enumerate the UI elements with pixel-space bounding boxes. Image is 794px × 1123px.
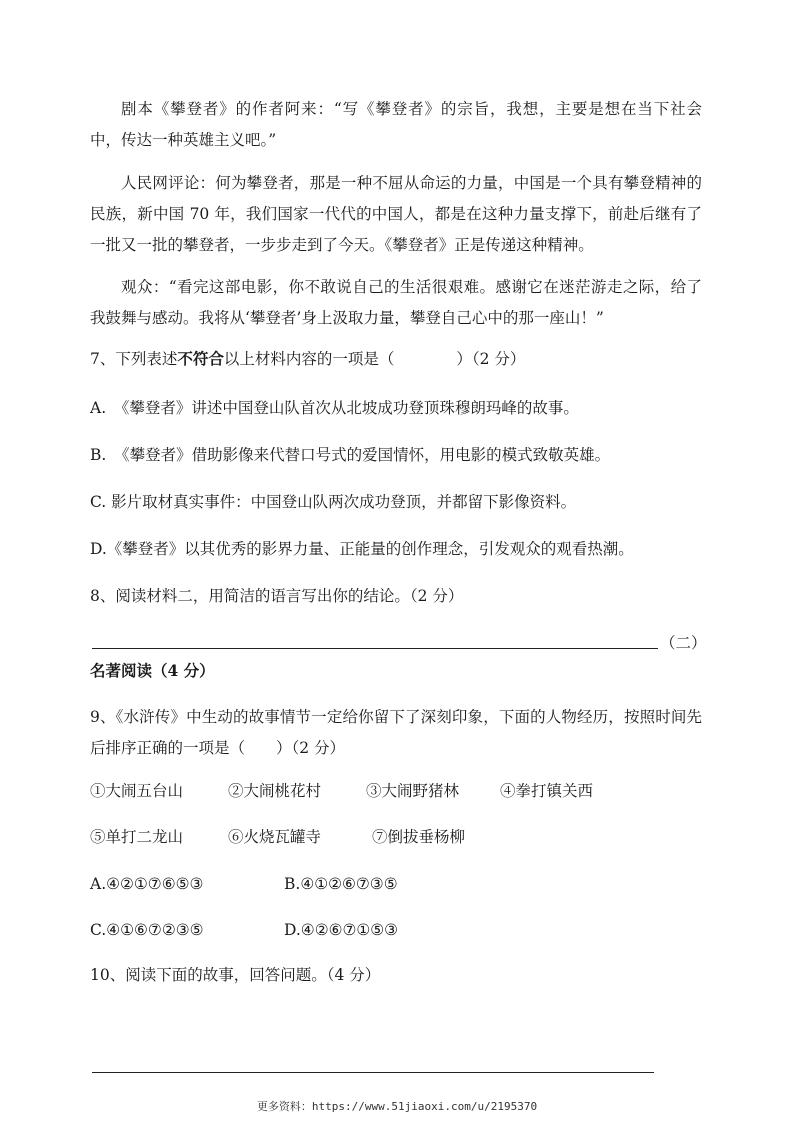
material-author-quote: 剧本《攀登者》的作者阿来：“写《攀登者》的宗旨，我想，主要是想在当下社会中，传达一种英雄主义吧。” xyxy=(90,100,702,149)
material-people-daily-comment: 人民网评论：何为攀登者，那是一种不屈从命运的力量，中国是一个具有攀登精神的民族，新中国 70 年，我们国家一代代的中国人，都是在这种力量支撑下，前赴后继有了一批又一批的攀登者，一步步走到了今天。《攀登者》正是传递这种精神。 xyxy=(90,174,702,254)
event-item: ①大闹五台山 xyxy=(90,782,184,800)
material-audience-quote: 观众：“看完这部电影，你不敢说自己的生活很艰难。感谢它在迷茫游走之际，给了我鼓舞与感动。我将从‘攀登者’身上汲取力量，攀登自己心中的那一座山！” xyxy=(90,278,702,327)
question-9-option-a: A.④②①⑦⑥⑤③ xyxy=(90,875,204,893)
question-7-suffix: 以上材料内容的一项是（ ）（2 分） xyxy=(223,350,526,368)
question-9-option-b: B.④①②⑥⑦③⑤ xyxy=(284,875,398,893)
footer-source: 更多资料：https://www.51jiaoxi.com/u/2195370 xyxy=(256,1100,538,1113)
question-7-option-c: C. 影片取材真实事件：中国登山队两次成功登顶，并都留下影像资料。 xyxy=(90,493,577,511)
question-9-events-row-2 xyxy=(90,826,710,848)
question-9-option-c: C.④①⑥⑦②③⑤ xyxy=(90,921,204,939)
event-item: ⑥火烧瓦罐寺 xyxy=(228,828,322,846)
question-7-option-b: B. 《攀登者》借助影像来代替口号式的爱国情怀，用电影的模式致敬英雄。 xyxy=(90,446,611,464)
question-7-emphasis: 不符合 xyxy=(177,349,224,368)
event-item: ②大闹桃花村 xyxy=(228,782,322,800)
section-heading: 名著阅读（4 分） xyxy=(90,661,215,680)
question-9-option-d: D.④②⑥⑦①⑤③ xyxy=(284,921,399,939)
event-item: ⑦倒拔垂杨柳 xyxy=(372,828,466,846)
question-7-stem xyxy=(90,348,710,370)
question-9-stem: 9、《水浒传》中生动的故事情节一定给你留下了深刻印象，下面的人物经历，按照时间先后排序正确的一项是（ ）（2 分） xyxy=(90,708,702,757)
event-item: ④拳打镇关西 xyxy=(500,782,594,800)
question-9-events-row-1 xyxy=(90,780,710,802)
question-8-stem: 8、阅读材料二，用简洁的语言写出你的结论。（2 分） xyxy=(90,587,464,605)
event-item: ③大闹野猪林 xyxy=(366,782,460,800)
answer-line xyxy=(92,1072,654,1073)
answer-line xyxy=(92,648,658,649)
event-item: ⑤单打二龙山 xyxy=(90,828,184,846)
question-7-option-d: D.《攀登者》以其优秀的影界力量、正能量的创作理念，引发观众的观看热潮。 xyxy=(90,540,634,558)
section-number: （二） xyxy=(660,634,707,652)
question-10-stem: 10、阅读下面的故事，回答问题。（4 分） xyxy=(90,966,381,984)
question-9-options-row-2 xyxy=(90,919,710,941)
question-9-options-row-1 xyxy=(90,873,710,895)
question-7-prefix: 7、下列表述 xyxy=(90,350,178,368)
question-7-option-a: A. 《攀登者》讲述中国登山队首次从北坡成功登顶珠穆朗玛峰的故事。 xyxy=(90,399,579,417)
